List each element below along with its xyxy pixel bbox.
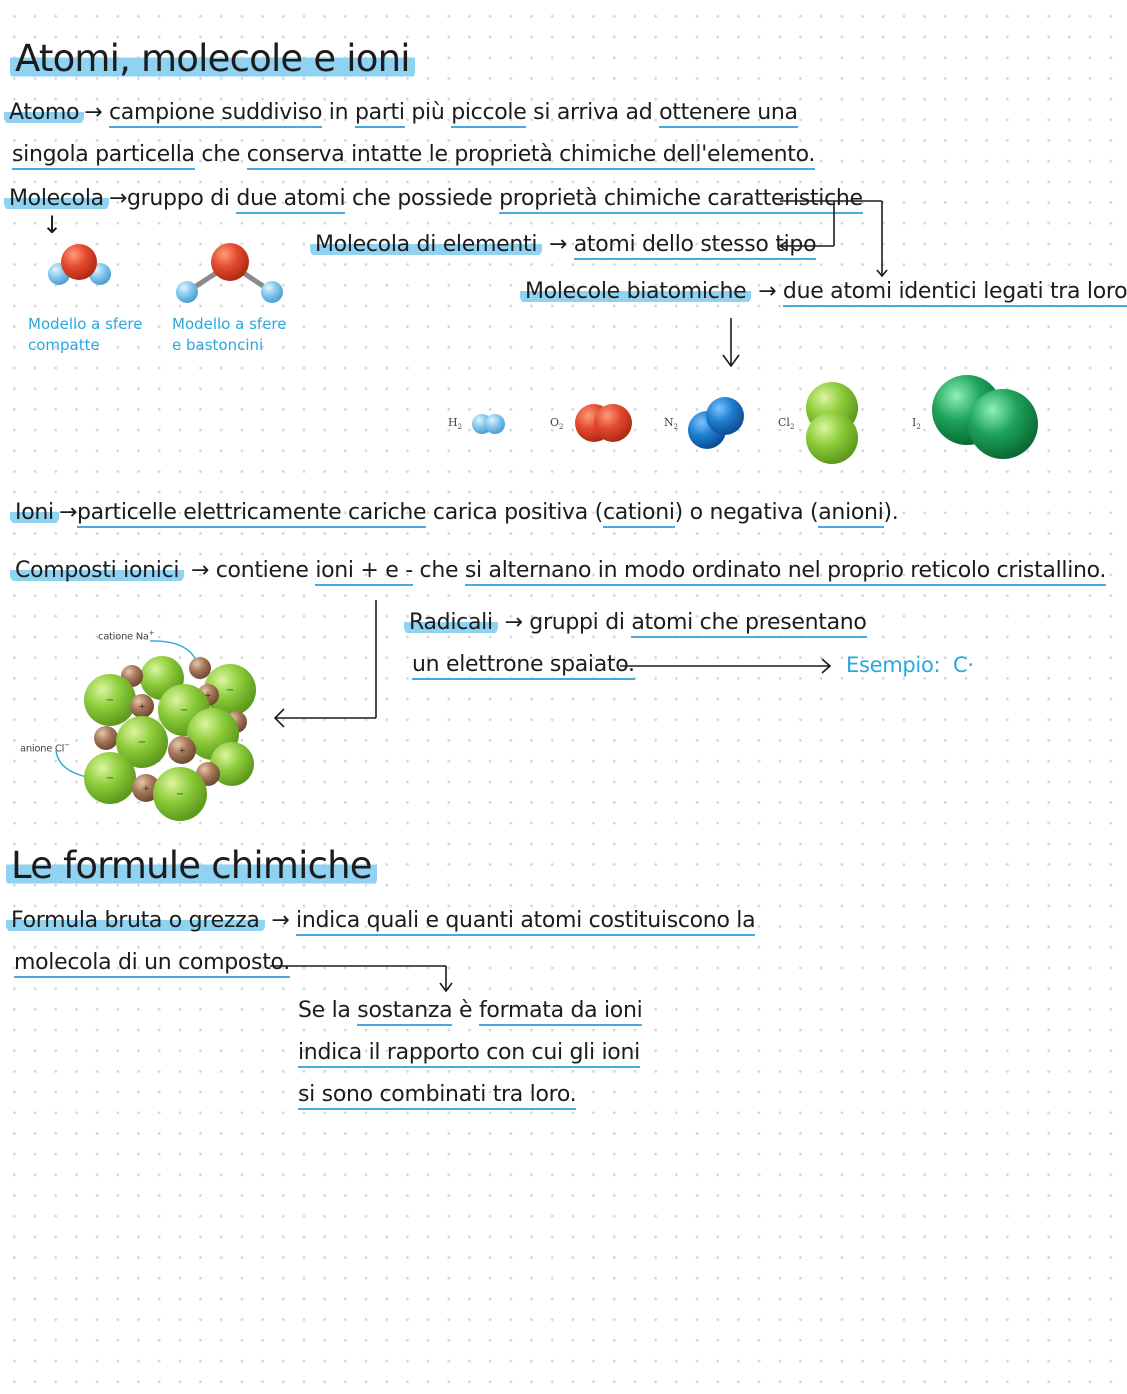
molecola-term: Molecola [4, 186, 109, 211]
compact-model-label: Modello a sfere compatte [28, 315, 143, 354]
atomo-term: Atomo [4, 100, 84, 125]
svg-text:−: − [137, 737, 147, 748]
svg-text:−: − [179, 705, 189, 716]
biatomiche-line: Molecole biatomiche → due atomi identici legati tra loro [520, 277, 1127, 307]
formula-cl2: $Cl_2$ [778, 416, 795, 432]
formula-h2: $H_2$ [448, 416, 463, 432]
water-compact-model [48, 244, 111, 285]
formula-i2: $I_2$ [912, 416, 921, 432]
formula-line-1: Formula bruta o grezza → indica quali e quanti atomi costituiscono la [6, 906, 755, 936]
radicali-line-2: un elettrone spaiato. [412, 650, 635, 680]
formula-o2: $O_2$ [550, 416, 564, 432]
svg-text:+: + [204, 691, 212, 701]
svg-text:−: − [105, 695, 115, 706]
note-line-1: Se la sostanza è formata da ioni [298, 996, 642, 1026]
o2-molecule [575, 404, 632, 442]
ioni-term: Ioni [10, 500, 59, 525]
svg-text:−: − [225, 685, 235, 696]
ioni-line: Ioni →particelle elettricamente cariche carica positiva (cationi) o negativa (anioni). [10, 498, 899, 528]
svg-text:−: − [175, 789, 185, 800]
formula-line-2: molecola di un composto. [14, 948, 290, 978]
water-stick-model [176, 243, 283, 303]
composti-line: Composti ionici → contiene ioni + e - che si alternano in modo ordinato nel proprio reticolo cristallino. [10, 556, 1106, 586]
section-title-formule: Le formule chimiche [6, 843, 377, 889]
cl2-molecule [806, 382, 858, 464]
molecola-line: Molecola →gruppo di due atomi che possiede proprietà chimiche caratteristiche [4, 184, 863, 214]
i2-molecule [932, 375, 1038, 459]
radicali-term: Radicali [404, 610, 498, 635]
note-line-2: indica il rapporto con cui gli ioni [298, 1038, 640, 1068]
composti-term: Composti ionici [10, 558, 184, 583]
svg-text:+: + [178, 746, 186, 756]
svg-text:−: − [105, 773, 115, 784]
nacl-crystal [56, 641, 256, 821]
n2-molecule [688, 397, 744, 449]
molecola-elementi-line: Molecola di elementi → atomi dello stesso tipo [310, 230, 816, 260]
note-line-3: si sono combinati tra loro. [298, 1080, 576, 1110]
biatomiche-term: Molecole biatomiche [520, 279, 751, 304]
page-title: Atomi, molecole e ioni [10, 36, 415, 82]
formula-n2: $N_2$ [664, 416, 679, 432]
stick-model-label: Modello a sfere e bastoncini [172, 315, 287, 354]
atomo-line-1: Atomo → campione suddiviso in parti più piccole si arriva ad ottenere una [4, 98, 798, 128]
anion-label: anione Cl− [20, 741, 70, 755]
molecola-down-arrow: ↓ [42, 211, 62, 239]
atomo-line-2: singola particella che conserva intatte le proprietà chimiche dell'elemento. [12, 140, 815, 170]
h2-molecule [472, 414, 505, 434]
connector-lines [270, 201, 887, 991]
molecola-elementi-term: Molecola di elementi [310, 232, 542, 257]
svg-text:+: + [142, 784, 150, 794]
radicali-line-1: Radicali → gruppi di atomi che presentano [404, 608, 867, 638]
svg-text:+: + [138, 702, 146, 712]
cation-label: catione Na+ [98, 629, 155, 643]
formula-term: Formula bruta o grezza [6, 908, 265, 933]
radicali-example: Esempio: C· [846, 653, 974, 677]
